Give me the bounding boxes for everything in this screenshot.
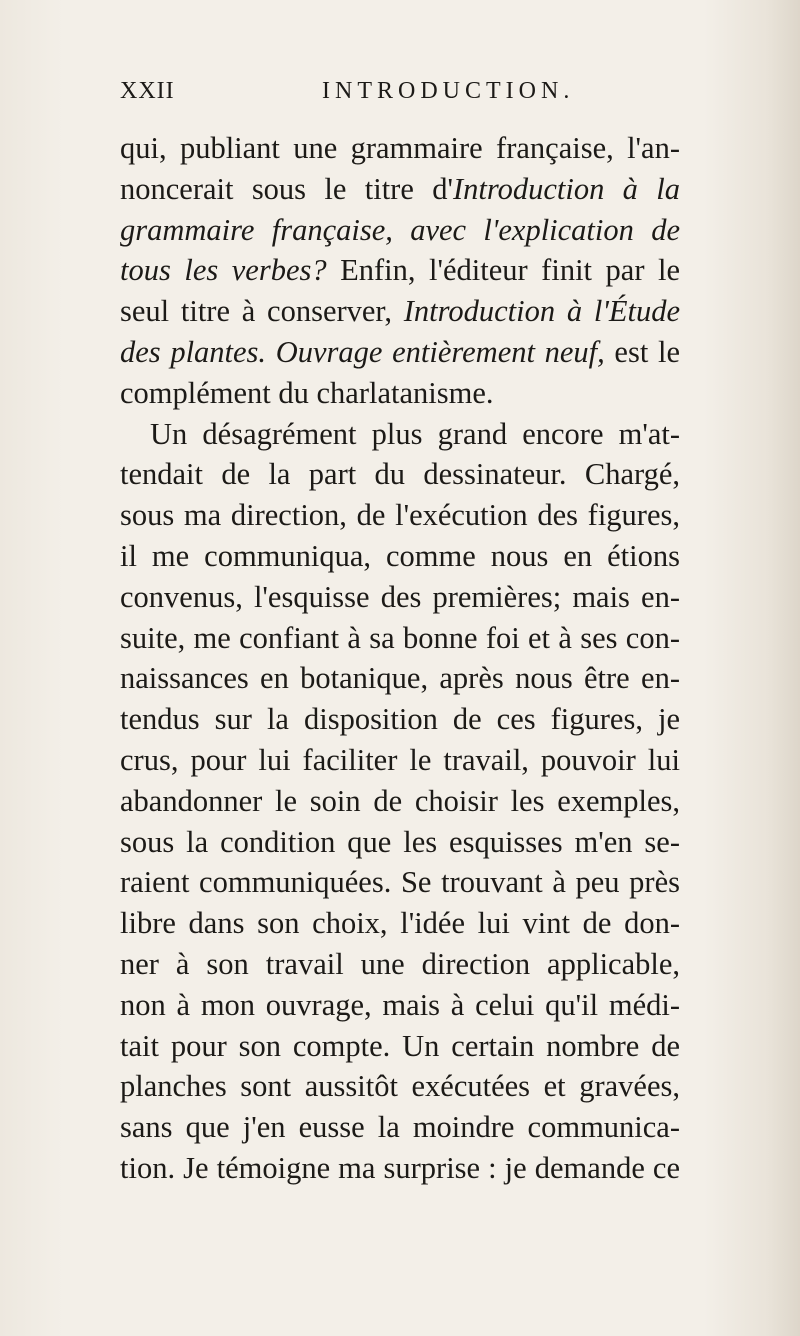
- text-line: raient communiquées. Se trouvant à peu près: [120, 865, 680, 900]
- italic-title: Introduction à l'Étude: [403, 294, 680, 329]
- text-line: tait pour son compte. Un certain nombre de: [120, 1028, 680, 1063]
- italic-title: Introduction à la: [452, 171, 680, 206]
- text-line: sans que j'en eusse la moindre communica-: [120, 1110, 680, 1145]
- text-line: convenus, l'esquisse des premières; mais en-: [120, 579, 680, 614]
- text-line: complément du charlatanisme.: [120, 375, 494, 410]
- text-line: tendait de la part du dessinateur. Chargé,: [120, 457, 680, 492]
- running-title: INTRODUCTION.: [322, 78, 575, 104]
- text-line: qui, publiant une grammaire française, l'an-: [120, 131, 680, 165]
- text-line: tous les verbes? Enfin, l'éditeur finit par le: [120, 253, 680, 288]
- italic-title: des plantes. Ouvrage entièrement neuf,: [120, 334, 605, 369]
- text-line-paragraph-start: Un désagrément plus grand encore m'at-: [150, 416, 680, 451]
- text-line: non à mon ouvrage, mais à celui qu'il médi-: [120, 987, 680, 1022]
- body-text: [120, 128, 680, 1189]
- text-line: ner à son travail une direction applicable,: [120, 946, 680, 981]
- page-number: XXII: [120, 78, 175, 104]
- text-line: libre dans son choix, l'idée lui vint de don-: [120, 906, 680, 941]
- text-line: seul titre à conserver, Introduction à l'Étude: [120, 294, 680, 329]
- text-line: sous ma direction, de l'exécution des figures,: [120, 498, 680, 533]
- text-line: crus, pour lui faciliter le travail, pouvoir lui: [120, 742, 680, 777]
- text-line-italic: grammaire française, avec l'explication de: [120, 212, 680, 247]
- text-line: noncerait sous le titre d'Introduction à la: [120, 171, 680, 206]
- page-header: [120, 78, 680, 108]
- text-line: tendus sur la disposition de ces figures, je: [120, 702, 680, 737]
- text-line: il me communiqua, comme nous en étions: [120, 538, 680, 573]
- text-line: sous la condition que les esquisses m'en se-: [120, 824, 680, 859]
- text-line: suite, me confiant à sa bonne foi et à ses con-: [120, 620, 680, 655]
- text-line: des plantes. Ouvrage entièrement neuf, est le: [120, 334, 680, 369]
- text-line: abandonner le soin de choisir les exemples,: [120, 783, 680, 818]
- text-line: tion. Je témoigne ma surprise : je demande ce: [120, 1150, 680, 1185]
- text-line: naissances en botanique, après nous être en-: [120, 661, 680, 696]
- italic-title: tous les verbes?: [120, 253, 327, 288]
- text-line: planches sont aussitôt exécutées et gravées,: [120, 1069, 680, 1104]
